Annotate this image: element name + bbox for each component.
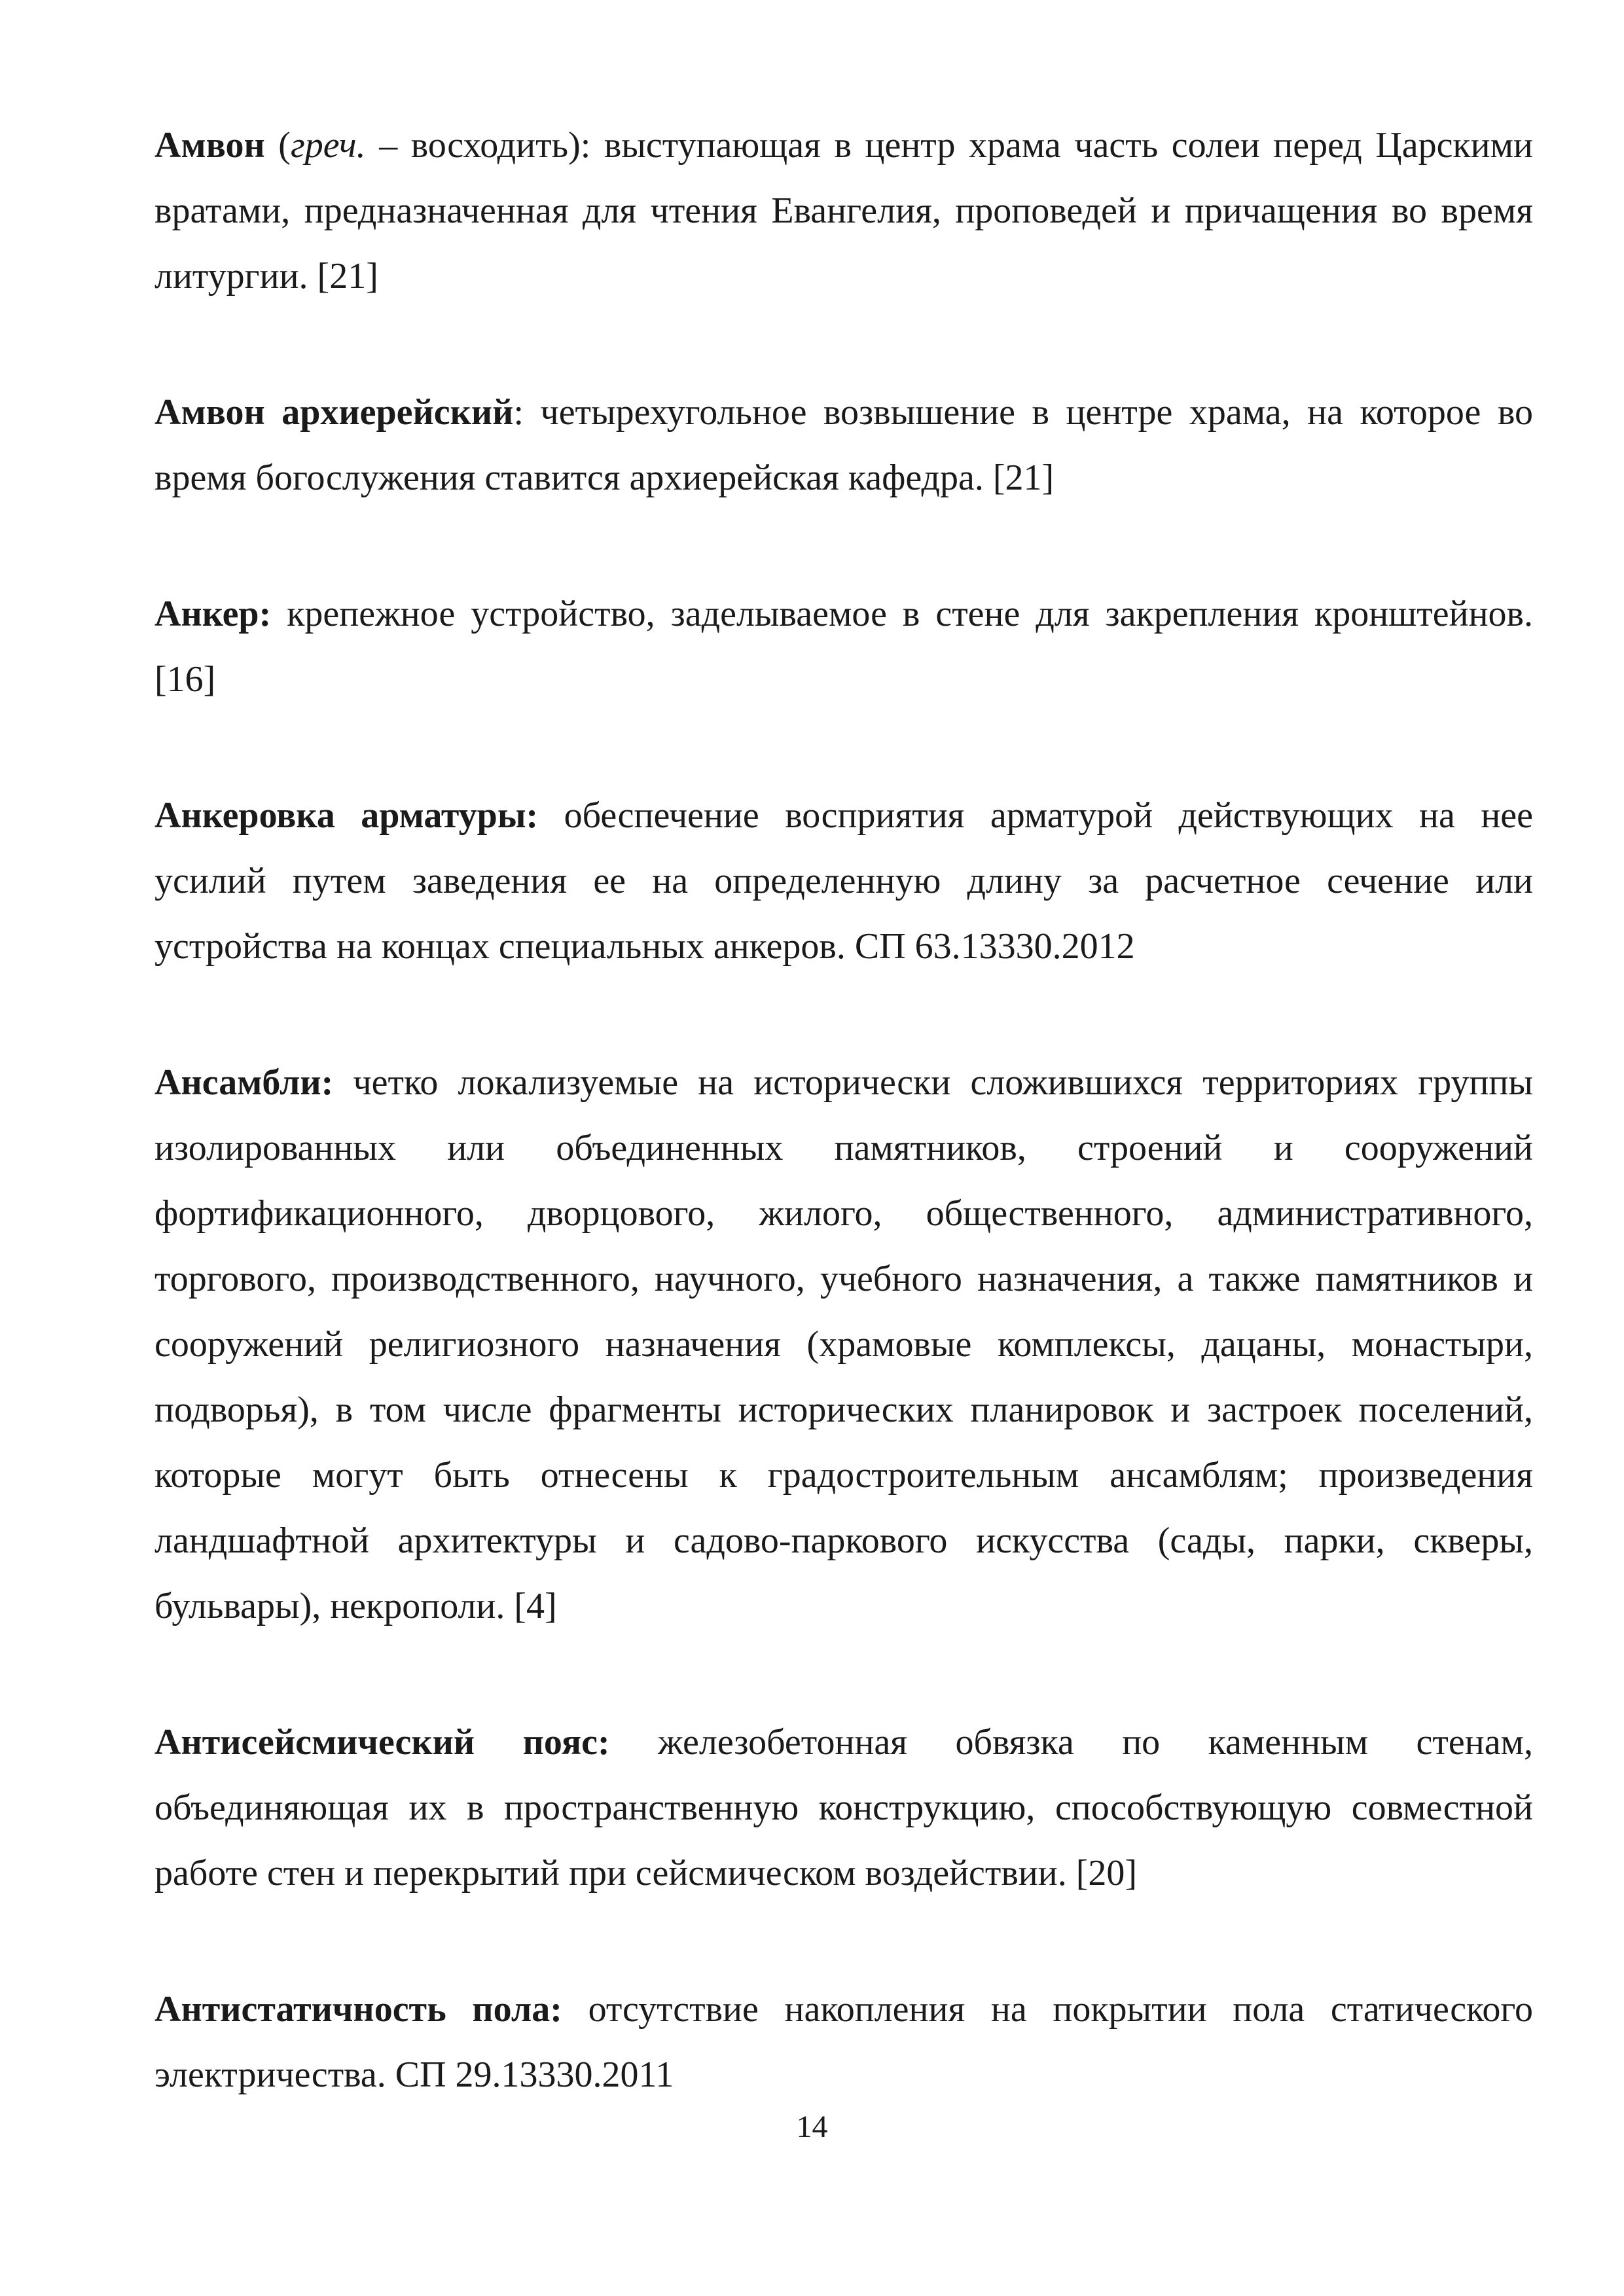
entry-term: Ансамбли: bbox=[154, 1062, 334, 1103]
entry-definition: : четырехугольное возвышение в центре храма, на которое во время богослужения ставится архиерейская кафедра. [21] bbox=[154, 392, 1533, 498]
entry-term: Антисейсмический пояс: bbox=[154, 1722, 610, 1763]
entry-definition: железобетонная обвязка по каменным стенам, объединяющая их в пространственную конструкцию, способствующую совместной работе стен и перекрытий при сейсмическом воздействии. [20] bbox=[154, 1722, 1533, 1893]
entry-definition: четко локализуемые на исторически сложившихся территориях группы изолированных или объединенных памятников, строений и сооружений фортификационного, дворцового, жилого, общественного, административного, торгового, производственного, научного, учебного назначения, а также памятников и сооружений религиозного назначения (храмовые комплексы, дацаны, монастыри, подворья), в том числе фрагменты исторических планировок и застроек поселений, которые могут быть отнесены к градостроительным ансамблям; произведения ландшафтной архитектуры и садово-паркового искусства (сады, парки, скверы, бульвары), некрополи. [4] bbox=[154, 1062, 1533, 1626]
glossary-entry-ankerovka-armatury bbox=[154, 783, 1533, 979]
page-body bbox=[154, 113, 1533, 2178]
glossary-entry-antiseysmicheskiy-poyas bbox=[154, 1710, 1533, 1906]
entry-term: Анкеровка арматуры: bbox=[154, 795, 539, 836]
entry-definition: обеспечение восприятия арматурой действующих на нее усилий путем заведения ее на определенную длину за расчетное сечение или устройства на концах специальных анкеров. СП 63.13330.2012 bbox=[154, 795, 1533, 967]
entry-note: греч. bbox=[290, 125, 366, 166]
entry-definition-lead: ( bbox=[264, 125, 291, 166]
glossary-entry-anker bbox=[154, 581, 1533, 712]
page-number: 14 bbox=[796, 2109, 828, 2144]
entry-definition: крепежное устройство, заделываемое в стене для закрепления кронштейнов. [16] bbox=[154, 594, 1533, 700]
glossary-entry-antistatichnost-pola bbox=[154, 1977, 1533, 2108]
glossary-entry-amvon bbox=[154, 113, 1533, 309]
glossary-entry-amvon-arkhiereyskiy bbox=[154, 380, 1533, 511]
entry-term: Амвон bbox=[154, 125, 265, 166]
entry-definition: отсутствие накопления на покрытии пола статического электричества. СП 29.13330.2011 bbox=[154, 1989, 1533, 2095]
entry-term: Амвон архиерейский bbox=[154, 392, 514, 433]
entry-term: Антистатичность пола: bbox=[154, 1989, 562, 2030]
entry-definition: – восходить): выступающая в центр храма часть солеи перед Царскими вратами, предназначенная для чтения Евангелия, проповедей и причащения во время литургии. [21] bbox=[154, 125, 1534, 296]
glossary-entry-ansambli bbox=[154, 1050, 1533, 1639]
entry-term: Анкер: bbox=[154, 594, 272, 634]
